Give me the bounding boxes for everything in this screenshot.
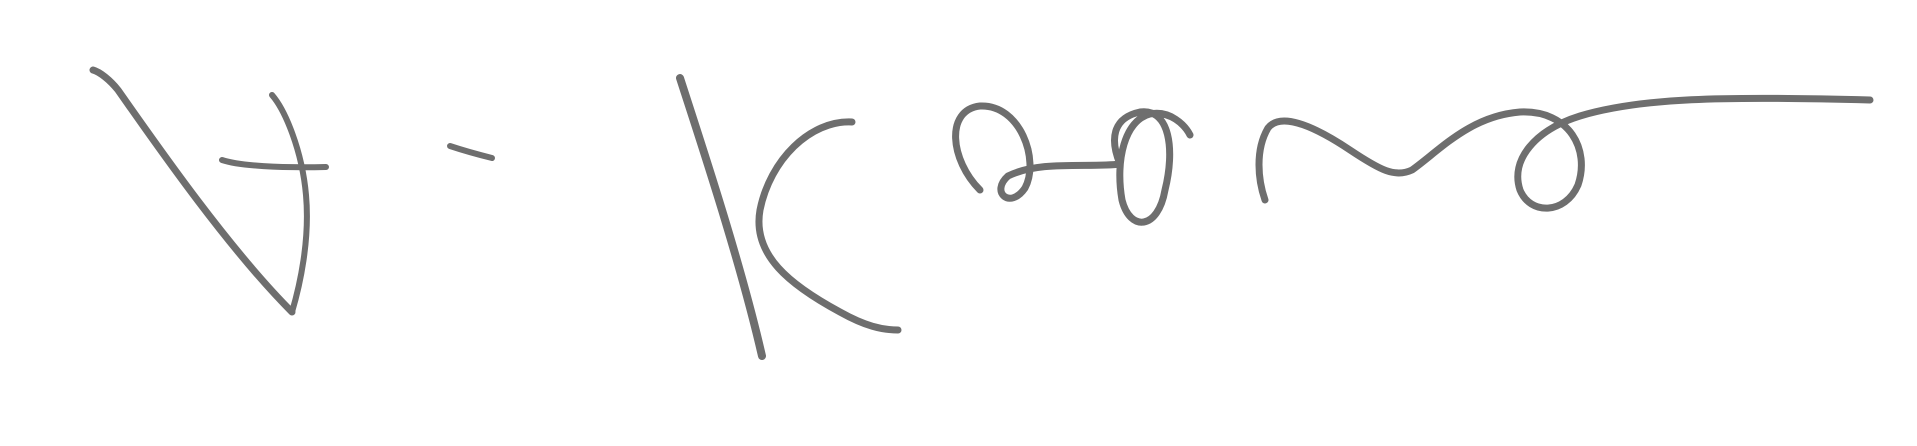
stroke-dot [450,146,492,158]
stroke-a-left [93,70,292,312]
stroke-mo-flourish [1259,98,1870,208]
stroke-a-crossbar [222,160,326,167]
stroke-k-arc [759,122,898,330]
stroke-k-stem [680,78,762,356]
stroke-ad-loops [956,106,1190,222]
signature-strokes [93,70,1870,356]
stroke-a-right [272,95,307,312]
